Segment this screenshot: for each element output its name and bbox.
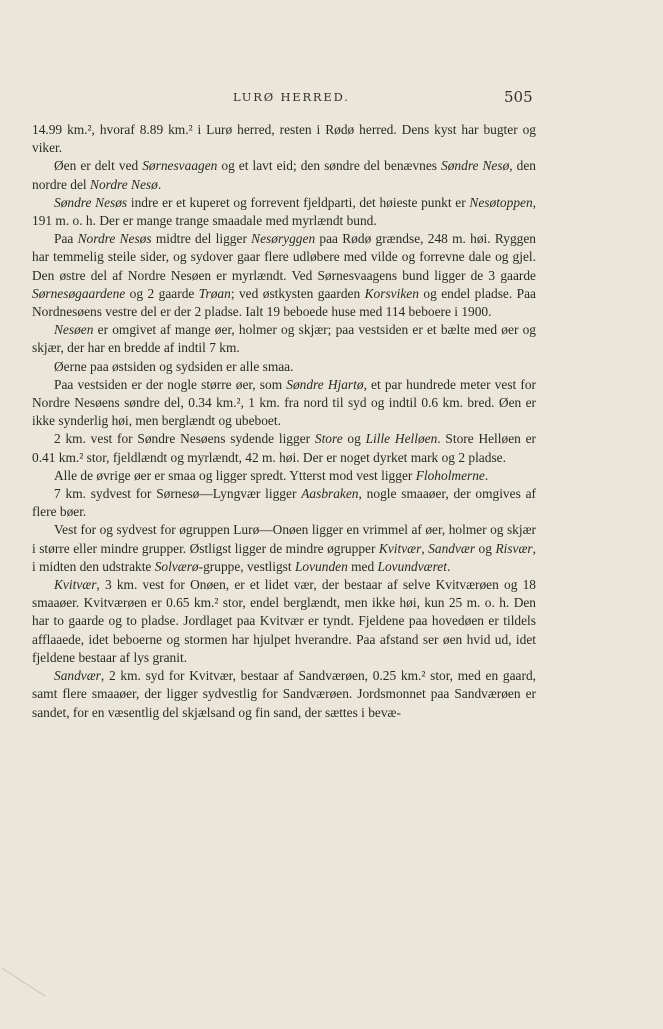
paragraph xyxy=(32,667,536,722)
text-run: 2 km. vest for Søndre Nesøens sydende ligger xyxy=(54,431,315,447)
italic-place-name: Lille Helløen xyxy=(365,431,438,447)
paragraph xyxy=(32,358,536,376)
page-number: 505 xyxy=(504,88,533,106)
italic-place-name: Aasbraken xyxy=(301,486,359,502)
text-run: . xyxy=(446,558,451,574)
text-run: paa Rødø grændse, 248 m. høi. Ryggen har temmelig steile sider, og sydover gaar flere udløbere med vilde og forrevne dale og gjel. Den østre del af Nordre Nesøen er myrlændt. Ved Sørnesvaagens bund ligger de 3 gaarde xyxy=(32,231,536,283)
text-run: -gruppe, vestligst xyxy=(198,558,295,574)
italic-place-name: Søndre Nesø xyxy=(441,158,510,174)
italic-place-name: Korsviken xyxy=(364,285,419,301)
italic-place-name: Sørnesvaagen xyxy=(142,158,218,174)
paragraph xyxy=(32,194,536,230)
text-run: Paa vestsiden er der nogle større øer, som xyxy=(54,376,287,392)
text-run: Paa xyxy=(54,231,78,247)
italic-place-name: Nordre Nesø xyxy=(90,176,158,192)
text-run: indre er et kuperet og forrevent fjeldparti, det høieste punkt er xyxy=(127,194,470,210)
text-run: , den nordre del xyxy=(32,158,536,192)
text-run: , 2 km. syd for Kvitvær, bestaar af Sandværøen, 0.25 km.² stor, med en gaard, samt flere smaaøer, der ligger sydvestlig for Sandværøen. Jordsmonnet paa Sandværøen er sandet, for en væsentlig del skjælsand og fin sand, der sættes i bevæ- xyxy=(32,668,536,720)
italic-place-name: Sandvær xyxy=(428,540,476,556)
text-run: Øerne paa østsiden og sydsiden er alle smaa. xyxy=(54,358,294,374)
text-run: med xyxy=(347,558,378,574)
text-run: . Store Helløen er 0.41 km.² stor, fjeldlændt og myrlændt, 42 m. høi. Der er noget dyrket mark og 2 pladse. xyxy=(32,431,536,465)
text-run: er omgivet af mange øer, holmer og skjær; paa vestsiden er et bælte med øer og skjær, der har en bredde af indtil 7 km. xyxy=(32,322,536,356)
text-run: og xyxy=(475,540,496,556)
text-run: midtre del ligger xyxy=(151,231,252,247)
text-run: og 2 gaarde xyxy=(125,285,199,301)
page-header xyxy=(0,88,663,108)
body-text xyxy=(32,121,536,722)
text-run: , et par hundrede meter vest for Nordre Nesøens søndre del, 0.34 km.², 1 km. fra nord til syd og indtil 0.6 km. bred. Øen er ikke synderlig høi, men berglændt og ubeboet. xyxy=(32,376,537,429)
text-run: ; ved østkysten gaarden xyxy=(230,285,365,301)
paragraph xyxy=(32,430,536,466)
italic-place-name: Sandvær xyxy=(54,668,101,684)
text-run: Alle de øvrige øer er smaa og ligger spredt. Ytterst mod vest ligger xyxy=(54,467,416,483)
text-run: , nogle smaaøer, der omgives af flere bøer. xyxy=(32,486,536,520)
paragraph xyxy=(32,121,536,157)
text-run: og et lavt eid; den søndre del benævnes xyxy=(217,158,442,174)
italic-place-name: Floholmerne xyxy=(415,467,485,483)
italic-place-name: Lovundværet xyxy=(377,558,447,574)
italic-place-name: Sørnesøgaardene xyxy=(32,285,126,301)
italic-place-name: Nesøryggen xyxy=(251,231,316,247)
text-run: Øen er delt ved xyxy=(54,158,143,174)
text-run: , 191 m. o. h. Der er mange trange smaadale med myrlændt bund. xyxy=(32,194,537,229)
text-run: og endel pladse. Paa Nordnesøens vestre del er der 2 pladse. Ialt 19 beboede huse med 114 beboere i 1900. xyxy=(32,285,536,320)
italic-place-name: Nordre Nesøs xyxy=(77,231,152,247)
paragraph xyxy=(32,576,536,667)
italic-place-name: Trøan xyxy=(198,285,231,301)
italic-place-name: Risvær xyxy=(495,540,533,556)
paragraph xyxy=(32,521,536,576)
italic-place-name: Søndre Hjartø xyxy=(286,376,364,392)
italic-place-name: Nesøen xyxy=(54,322,94,338)
italic-place-name: Lovunden xyxy=(294,558,348,574)
paragraph xyxy=(32,230,536,321)
text-run: . xyxy=(157,176,162,192)
text-run: og xyxy=(342,431,366,447)
italic-place-name: Kvitvær xyxy=(54,577,97,593)
italic-place-name: Solværø xyxy=(154,558,199,574)
pencil-mark xyxy=(0,960,60,1000)
italic-place-name: Søndre Nesøs xyxy=(54,194,128,210)
italic-place-name: Kvitvær xyxy=(378,540,422,556)
paragraph xyxy=(32,321,536,357)
text-run: Vest for og sydvest for øgruppen Lurø—Onøen ligger en vrimmel af øer, holmer og skjær i større eller mindre grupper. Østligst ligger de mindre øgrupper xyxy=(32,522,536,556)
running-head: LURØ HERRED. xyxy=(233,90,350,104)
paragraph xyxy=(32,157,536,193)
text-run: . xyxy=(484,467,489,483)
text-run: , 3 km. vest for Onøen, er et lidet vær, der bestaar af selve Kvitværøen og 18 smaaøer. Kvitværøen er 0.65 km.² stor, endel berglændt, men ikke høi, kun 25 m. o. h. Den har to gaarde og to pladse. Jordlaget paa Kvitvær er tyndt. Fjeldene paa hovedøen er tildels afflaaede, idet beboerne og stormen har hjulpet hverandre. Paa afstand ser øen hvid ud, idet fjeldene bestaar af lys granit. xyxy=(32,577,536,665)
text-run: , xyxy=(421,540,429,556)
paragraph xyxy=(32,485,536,521)
text-run: , i midten den udstrakte xyxy=(32,540,536,574)
paragraph xyxy=(32,376,536,431)
paragraph xyxy=(32,467,536,485)
italic-place-name: Store xyxy=(314,431,343,447)
italic-place-name: Nesøtoppen xyxy=(469,194,533,210)
text-run: 7 km. sydvest for Sørnesø—Lyngvær ligger xyxy=(54,486,302,502)
text-run: 14.99 km.², hvoraf 8.89 km.² i Lurø herred, resten i Rødø herred. Dens kyst har bugter og viker. xyxy=(32,122,536,156)
